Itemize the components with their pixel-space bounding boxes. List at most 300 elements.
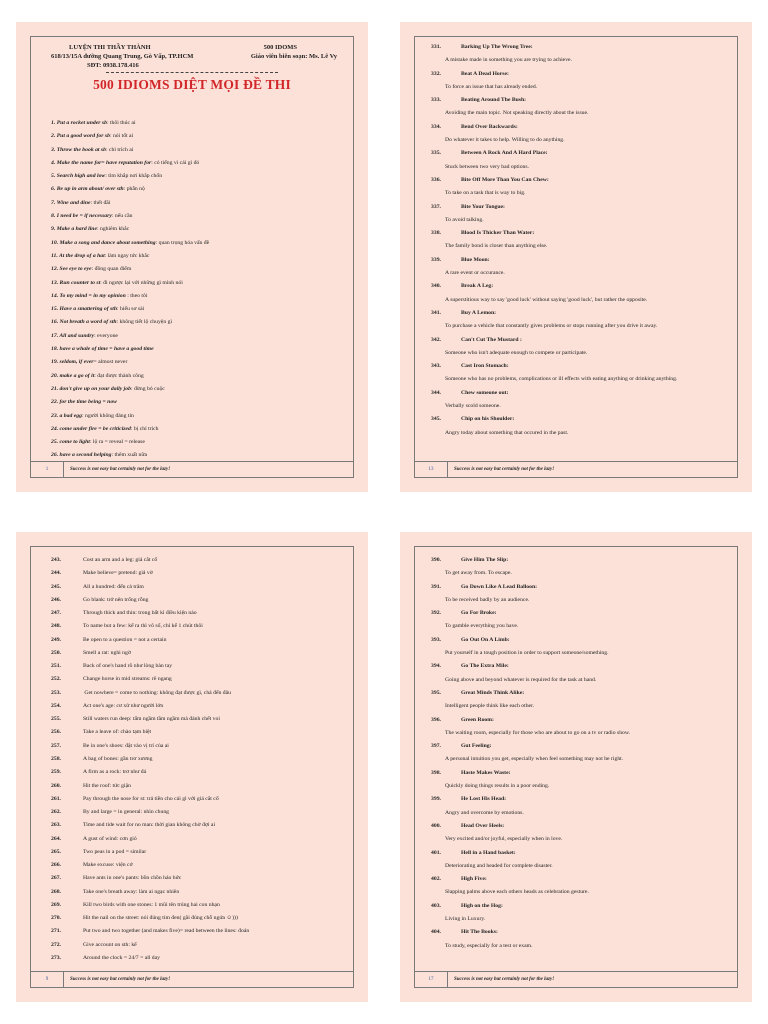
idiom-meaning: : đi ngược lại với những gì mình nói [100,279,183,286]
idiom-heading [431,926,731,939]
idiom-text: Act one's age: cư xử như người lớn [83,702,164,709]
idiom-text: Cost an arm and a leg: giá cắt cổ [83,557,158,563]
idiom-definition: To study, especially for a test or exam. [445,942,533,949]
idiom-heading [431,714,731,727]
teacher-name: Giáo viên biên soạn: Ms. Lê Vy [250,53,337,60]
list-item [51,316,347,329]
idiom-text: A bag of bones: gần trơ xương [83,755,153,762]
idiom-number: 391. [431,583,441,590]
idiom-number: 253. [51,689,61,696]
table-row [51,726,347,739]
idiom-text: Have ants in one's pants: bồn chồn háo hức [83,875,182,882]
idiom-entry [431,793,731,820]
table-row [51,939,347,952]
idiom-number: 344. [431,389,441,396]
idiom-table [51,554,347,965]
idiom-meaning: : lộ ra = reveal = release [89,439,145,446]
idiom-heading [431,254,731,267]
idiom-heading [431,607,731,620]
idiom-entry [431,714,731,741]
table-row [51,925,347,938]
idiom-number: 345. [431,416,441,423]
idiom-meaning: : tìm khắp nơi khắp chốn [105,173,163,180]
table-row [51,886,347,899]
list-item [51,303,347,316]
idiom-title: Give Him The Slip: [461,557,509,563]
idiom-meaning: : quan trọng hóa vấn đề [155,239,210,246]
idiom-heading [431,201,731,214]
idiom-number: 398. [431,769,441,776]
idiom-definition: A mistake made in something you are trying to achieve. [445,57,572,64]
list-item [51,370,347,383]
list-item [51,183,347,196]
idiom-definition: A rare event or occurance. [445,270,505,277]
idiom-term: 6. Be up in arm about/ over sth [51,186,124,193]
idiom-number: 250. [51,649,61,656]
idiom-heading [431,660,731,673]
idiom-entry [431,280,731,307]
idiom-entry [431,360,731,387]
idiom-title: Beat A Dead Horse: [461,70,509,77]
list-item [51,130,347,143]
list-item [51,250,347,263]
idiom-number: 339. [431,256,441,263]
idiom-number: 247. [51,610,61,617]
page-number: 1 [31,462,64,477]
idiom-title: Go Out On A Limb: [461,636,510,643]
idiom-text: Two peas in a pod = similar [83,848,147,855]
idiom-number: 258. [51,755,61,762]
idiom-term: 23. a bad egg [51,412,82,419]
idiom-meaning: : đạt được thành công [94,372,144,379]
list-item [51,290,347,303]
page-number: 9 [31,972,64,987]
idiom-entry [431,767,731,794]
idiom-definition: To be received badly by an audience. [445,596,530,603]
idiom-title: Go For Broke: [461,610,497,617]
idiom-definition: Going above and beyond whatever is required for the task at hand. [445,676,597,683]
idiom-number: 390. [431,557,441,563]
idiom-term: 24. come under fire = be criticized [51,425,131,432]
idiom-heading [431,360,731,373]
idiom-number: 397. [431,743,441,750]
idiom-heading [431,307,731,320]
idiom-text: Take a leave of: chào tạm biệt [83,729,152,736]
page-frame [414,36,738,478]
idiom-heading [431,634,731,647]
list-item [51,144,347,157]
idiom-text: A gust of wind: cơn gió [83,835,137,842]
idiom-definition: Stuck between two very bad options. [445,163,530,170]
idiom-definition: Slapping palms above each others heads as celebration gesture. [445,889,589,896]
idiom-meaning: : nghiêm khắc [96,226,130,233]
table-row [51,912,347,925]
idiom-number: 265. [51,848,61,855]
idiom-meaning: : đồng quan điểm [91,266,132,273]
idiom-title: Between A Rock And A Hard Place: [461,150,548,157]
idiom-entry [431,147,731,174]
idiom-heading [431,334,731,347]
idiom-entry [431,387,731,414]
table-row [51,793,347,806]
document-page-17 [400,532,752,1002]
idiom-title: Hit The Books: [461,929,498,936]
page-frame [30,546,354,988]
idiom-number: 400. [431,822,441,829]
footer-slogan: Success is not easy but certainly not for the lazy! [454,977,555,982]
idiom-title: Gut Feeling: [461,743,492,750]
idiom-definition: To gamble everything you have. [445,623,519,630]
list-item [51,330,347,343]
idiom-definition: The family bond is closer than anything else. [445,243,548,250]
idiom-number: 270. [51,915,61,922]
list-item [51,157,347,170]
idiom-heading [431,900,731,913]
idiom-entry [431,174,731,201]
idiom-term: 7. Wine and dine [51,199,91,206]
idiom-text: Get nowhere = come to nothing: không đạt được gì, chả đến đâu [83,689,231,696]
idiom-definition: Avoiding the main topic. Not speaking directly about the issue. [445,110,589,117]
idiom-meaning: : thêm xuất nữa [111,452,147,459]
idiom-number: 266. [51,862,61,869]
idiom-number: 269. [51,901,61,908]
idiom-entry [431,254,731,281]
idiom-term: 1. Put a rocket under sb [51,120,107,126]
idiom-number: 245. [51,583,61,590]
idiom-meaning: : không tiết lộ chuyện gì [116,319,173,326]
idiom-entry [431,687,731,714]
header-divider [106,72,278,73]
table-row [51,620,347,633]
table-row [51,766,347,779]
list-item [51,277,347,290]
idiom-number: 260. [51,782,61,789]
idiom-text: A firm as a rock: trơ như đá [83,769,147,776]
idiom-meaning: : đừng bỏ cuộc [130,385,165,392]
idiom-number: 394. [431,663,441,670]
list-item [51,423,347,436]
idiom-number: 248. [51,623,61,630]
document-page-1 [16,22,368,492]
idiom-meaning: : thết đãi [90,199,111,206]
idiom-number: 340. [431,283,441,290]
idiom-number: 334. [431,123,441,130]
footer-slogan: Success is not easy but certainly not for the lazy! [70,977,171,982]
idiom-heading [431,740,731,753]
idiom-title: Green Room: [461,716,494,723]
idiom-number: 262. [51,809,61,816]
idiom-heading [431,581,731,594]
idiom-number: 403. [431,902,441,909]
table-row [51,647,347,660]
idiom-meaning: : everyone [94,332,118,339]
idiom-definition: Do whatever it takes to help. Willing to do anything. [445,137,565,144]
idiom-term: 4. Make the name for= have reputation for [51,159,152,166]
idiom-heading [431,147,731,160]
idiom-entry [431,926,731,953]
idiom-number: 255. [51,716,61,723]
idiom-meaning: : nếu cần [111,213,133,220]
idiom-title: Chip on his Shoulder: [461,416,515,423]
list-item [51,410,347,423]
list-item [51,237,347,250]
table-row [51,952,347,965]
table-row [51,700,347,713]
idiom-number: 404. [431,929,441,936]
idiom-heading [431,413,731,426]
idiom-definition: To force an issue that has already ended. [445,83,538,90]
idiom-definition: Intelligent people think like each other. [445,703,535,710]
idiom-title: High on the Hog: [461,902,503,909]
idiom-number: 272. [51,941,61,948]
idiom-entry [431,227,731,254]
table-row [51,846,347,859]
idiom-term: 2. Put a good word for sb [51,133,110,140]
idiom-heading [431,121,731,134]
idiom-number: 332. [431,70,441,77]
idiom-number: 267. [51,875,61,882]
idiom-text: Take one's breath away: làm ai ngạc nhiên [83,888,180,895]
idiom-heading [431,280,731,293]
idiom-heading [431,174,731,187]
list-item [51,210,347,223]
idiom-number: 331. [431,44,441,50]
list-item [51,197,347,210]
idiom-number: 336. [431,176,441,183]
idiom-number: 263. [51,822,61,829]
table-row [51,660,347,673]
idiom-number: 333. [431,97,441,104]
idiom-text: Hit the nail on the street: nói đúng tim đen( gãi đúng chỗ ngứa ☺))) [83,915,238,922]
list-item [51,263,347,276]
idiom-entry [431,68,731,95]
idiom-entries [431,41,731,440]
idiom-entry [431,201,731,228]
page-frame [414,546,738,988]
list-item [51,170,347,183]
idiom-entry [431,900,731,927]
idiom-heading [431,873,731,886]
idiom-heading [431,793,731,806]
idiom-title: Bend Over Backwards: [461,123,518,130]
idiom-term: 18. have a whale of time = have a good time [51,346,154,353]
idiom-number: 261. [51,795,61,802]
idiom-number: 393. [431,636,441,643]
idiom-title: Buy A Lemon: [461,309,497,316]
table-row [51,607,347,620]
list-item [51,356,347,369]
idiom-number: 273. [51,954,61,961]
idiom-definition: Angry and overcome by emotions. [445,809,524,816]
idiom-title: Head Over Heels: [461,822,505,829]
table-row [51,713,347,726]
table-row [51,673,347,686]
idiom-text: Time and tide wait for no man: thời gian không chờ đợi ai [83,822,216,829]
idiom-title: Beating Around The Bush: [461,97,527,104]
idiom-number: 246. [51,596,61,603]
idiom-term: 25. come to light [51,439,90,446]
page-header [31,43,353,92]
idiom-definition: Quickly doing things results in a poor ending. [445,783,550,790]
idiom-term: 19. seldom, if ever [51,359,94,366]
idiom-meaning: : thôi thúc ai [106,120,136,126]
page-footer [415,461,737,477]
idiom-number: 264. [51,835,61,842]
idiom-title: Can't Cut The Mustard : [461,336,522,343]
idiom-meaning: : người không đáng tin [81,412,134,419]
idiom-heading [431,687,731,700]
idiom-number: 343. [431,363,441,370]
idiom-meaning: : theo tôi [125,292,148,299]
idiom-title: Blue Moon: [461,256,490,263]
page-number: 13 [415,462,448,477]
idiom-term: 5. Search high and low [51,173,106,180]
idiom-text: By and large = in general: nhìn chung [83,809,170,816]
idiom-number: 341. [431,309,441,316]
idiom-text: Make believe= pretend: giả vờ [83,570,153,577]
idiom-meaning: : phẫn nộ [123,186,145,193]
idiom-title: He Lost His Head: [461,796,507,803]
idiom-term: 16. Not breath a word of sth [51,319,117,326]
idiom-definition: To purchase a vehicle that constantly gives problems or stops running after you drive it away. [445,323,658,330]
idiom-entry [431,581,731,608]
idiom-term: 15. Have a smattering of sth [51,306,118,313]
idiom-number: 396. [431,716,441,723]
idiom-entry [431,847,731,874]
table-row [51,634,347,647]
idiom-list [51,117,347,463]
idiom-entry [431,41,731,68]
idiom-term: 22. for the time being = now [51,399,117,406]
idiom-number: 395. [431,689,441,696]
idiom-number: 252. [51,676,61,683]
idiom-heading [431,94,731,107]
book-name: 500 IDOMS [263,44,297,51]
idiom-title: Chew someone out: [461,389,509,396]
center-address: 618/13/15A đường Quang Trung, Gò Vấp, TP.HCM [51,53,194,60]
idiom-definition: A superstitious way to say 'good luck' without saying 'good luck', but rather the opposite. [445,296,648,303]
page-footer [31,461,353,477]
idiom-text: Through thick and thin: trong bất kì điều kiện nào [83,610,197,617]
idiom-entry [431,634,731,661]
idiom-text: Kill two birds with one stones: 1 mũi tên trúng hai con nhạn [83,901,220,908]
idiom-text: Hit the roof: tức giận [83,782,131,789]
idiom-term: 21. don't give up on your daily job [51,385,131,392]
list-item [51,343,347,356]
idiom-number: 402. [431,876,441,883]
idiom-meaning: : có tiếng vì cái gì đó [151,159,200,166]
idiom-text: Be in one's shoes: đặt vào vị trí của ai [83,742,169,749]
idiom-entry [431,660,731,687]
idiom-meaning: : bị chỉ trích [130,425,159,432]
table-row [51,581,347,594]
idiom-number: 342. [431,336,441,343]
idiom-term: 13. Run counter to st [51,279,101,286]
idiom-heading [431,41,731,54]
idiom-number: 392. [431,610,441,617]
idiom-term: 20. make a go of it [51,372,95,379]
table-row [51,567,347,580]
center-name: LUYỆN THI THẦY THÀNH [69,44,151,51]
idiom-definition: To take on a task that is way to big. [445,190,526,197]
document-page-13 [400,22,752,492]
idiom-number: 256. [51,729,61,736]
idiom-term: 3. Throw the book at sb [51,146,106,153]
idiom-entry [431,121,731,148]
idiom-text: All a hundred: đến cả trăm [83,583,144,590]
idiom-definition: To get away from. To escape. [445,570,512,577]
center-phone: SĐT: 0938.178.416 [87,62,139,69]
idiom-number: 337. [431,203,441,210]
idiom-entries [431,554,731,953]
idiom-text: Still waters run deep: tẩm ngầm tầm ngầm mà đánh chết voi [83,716,220,723]
idiom-meaning: : chỉ trích ai [106,146,134,153]
page-footer [415,971,737,987]
document-title: 500 IDIOMS DIỆT MỌI ĐỀ THI [93,77,291,92]
idiom-number: 254. [51,702,61,709]
idiom-entry [431,413,731,440]
idiom-text: Give account on sth: kể [83,941,137,948]
idiom-title: Go The Extra Mile: [461,663,509,670]
idiom-number: 244. [51,570,61,577]
table-row [51,806,347,819]
idiom-text: Change horse in mid streams: rẽ ngang [83,676,172,683]
list-item [51,223,347,236]
idiom-text: Go blank: trở nên trống rỗng [83,596,149,603]
idiom-text: Put two and two together (and makes five)= read between the lines: đoán [83,928,250,935]
idiom-definition: Put yourself in a tough position in order to support someone/something. [445,650,609,657]
idiom-number: 251. [51,663,61,670]
idiom-term: 10. Make a song and dance about something [51,239,156,246]
idiom-heading [431,554,731,567]
idiom-meaning: = almost never [93,359,128,366]
idiom-number: 338. [431,230,441,237]
idiom-entry [431,740,731,767]
idiom-title: Break A Leg: [461,283,494,290]
idiom-title: Cast Iron Stomach: [461,363,509,370]
page-number: 17 [415,972,448,987]
idiom-title: Bite Off More Than You Can Chew: [461,176,549,183]
document-page-9 [16,532,368,1002]
idiom-number: 399. [431,796,441,803]
footer-slogan: Success is not easy but certainly not for the lazy! [454,467,555,472]
idiom-number: 401. [431,849,441,856]
list-item [51,117,347,130]
idiom-term: 26. have a second helping [51,452,112,459]
idiom-title: Barking Up The Wrong Tree: [461,44,533,50]
idiom-text: Smell a rat: nghi ngờ [83,649,131,656]
idiom-title: Bite Your Tongue: [461,203,505,210]
idiom-heading [431,68,731,81]
idiom-number: 257. [51,742,61,749]
idiom-definition: Angry today about something that occured in the past. [445,429,569,436]
idiom-entry [431,873,731,900]
idiom-number: 335. [431,150,441,157]
idiom-heading [431,847,731,860]
idiom-entry [431,554,731,581]
idiom-definition: Living in Luxury. [445,916,486,923]
page-frame [30,36,354,478]
idiom-heading [431,820,731,833]
list-item [51,396,347,409]
table-row [51,740,347,753]
idiom-heading [431,387,731,400]
table-row [51,687,347,700]
idiom-term: 14. To my mind = in my opinion [51,292,126,299]
idiom-title: Hell in a Hand basket: [461,849,516,856]
footer-slogan: Success is not easy but certainly not for the lazy! [70,467,171,472]
idiom-definition: The waiting room, especially for those who are about to go on a tv or radio show. [445,729,631,736]
